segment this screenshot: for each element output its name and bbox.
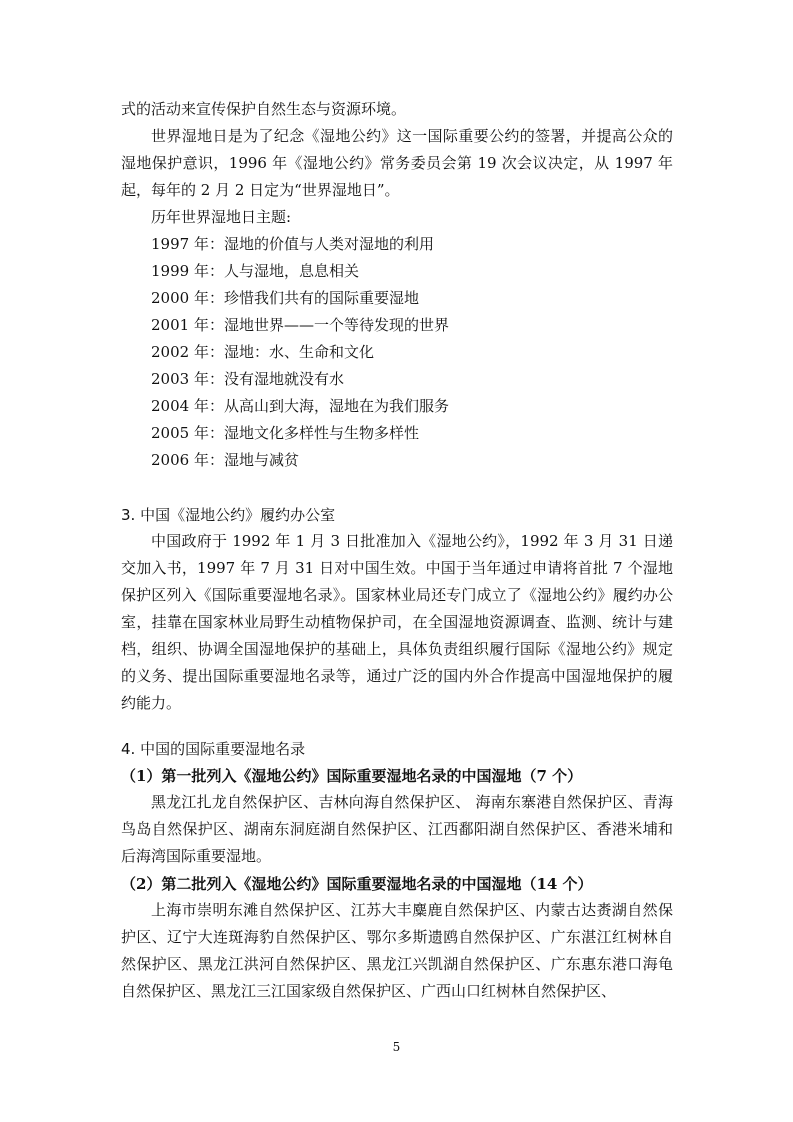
batch2-title: （2）第二批列入《湿地公约》国际重要湿地名录的中国湿地（14 个）: [121, 875, 593, 893]
list-item: 2004 年：从高山到大海，湿地在为我们服务: [151, 397, 449, 415]
batch1-content: [121, 789, 673, 870]
page-number: 5: [392, 1040, 401, 1054]
list-item: 1999 年：人与湿地，息息相关: [151, 262, 359, 280]
batch2-content: [121, 897, 673, 1005]
section3-content: [121, 528, 673, 717]
section3-heading: 3. 中国《湿地公约》履约办公室: [121, 506, 336, 524]
section4-heading: 4. 中国的国际重要湿地名录: [121, 740, 306, 758]
list-item: 2002 年：湿地：水、生命和文化: [151, 343, 374, 361]
list-item: 2005 年：湿地文化多样性与生物多样性: [151, 424, 419, 442]
list-item: 1997 年：湿地的价值与人类对湿地的利用: [151, 235, 434, 253]
paragraph-continuation: 式的活动来宣传保护自然生态与资源环境。: [121, 100, 407, 118]
list-item: 2006 年：湿地与减贫: [151, 451, 299, 469]
list-item: 2000 年：珍惜我们共有的国际重要湿地: [151, 289, 419, 307]
themes-list: [121, 231, 673, 474]
batch1-title: （1）第一批列入《湿地公约》国际重要湿地名录的中国湿地（7 个）: [121, 767, 583, 785]
list-item: 2001 年：湿地世界——一个等待发现的世界: [151, 316, 449, 334]
section2-content: [121, 96, 673, 474]
themes-title: 历年世界湿地日主题:: [151, 208, 292, 226]
batch2-paragraph: 上海市崇明东滩自然保护区、江苏大丰麋鹿自然保护区、内蒙古达赉湖自然保护区、辽宁大连斑海豹自然保护区、鄂尔多斯遗鸥自然保护区、广东湛江红树林自然保护区、黑龙江洪河自然保护区、黑龙江兴凯湖自然保护区、广东惠东港口海龟自然保护区、黑龙江三江国家级自然保护区、广西山口红树林自然保护区、: [121, 901, 673, 1000]
list-item: 2003 年：没有湿地就没有水: [151, 370, 344, 388]
section3-paragraph: 中国政府于 1992 年 1 月 3 日批准加入《湿地公约》，1992 年 3 月 31 日递交加入书，1997 年 7 月 31 日对中国生效。中国于当年通过申请将首批 7 个湿地保护区列入《国际重要湿地名录》。国家林业局还专门成立了《湿地公约》履约办公室，挂靠在国家林业局野生动植物保护司，在全国湿地资源调查、监测、统计与建档，组织、协调全国湿地保护的基础上，具体负责组织履行国际《湿地公约》规定的义务、提出国际重要湿地名录等，通过广泛的国内外合作提高中国湿地保护的履约能力。: [121, 532, 673, 712]
batch1-paragraph: 黑龙江扎龙自然保护区、吉林向海自然保护区、 海南东寨港自然保护区、青海鸟岛自然保护区、湖南东洞庭湖自然保护区、江西鄱阳湖自然保护区、香港米埔和后海湾国际重要湿地。: [121, 793, 673, 865]
paragraph-wetland-day: 世界湿地日是为了纪念《湿地公约》这一国际重要公约的签署，并提高公众的湿地保护意识，1996 年《湿地公约》常务委员会第 19 次会议决定，从 1997 年起，每年的 2 月 2 日定为“世界湿地日”。: [121, 127, 673, 199]
